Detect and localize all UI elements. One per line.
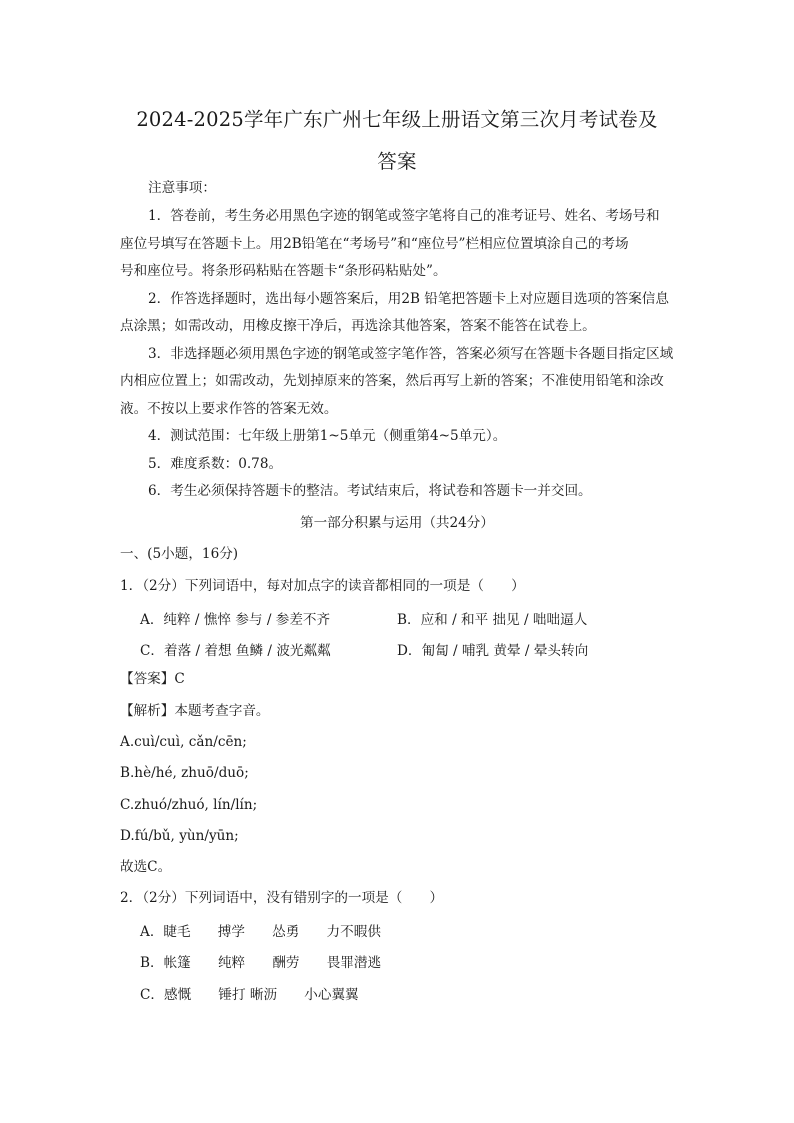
document-title-line-1: 2024-2025学年广东广州七年级上册语文第三次月考试卷及 — [136, 108, 658, 131]
notice-line: 1．答卷前，考生务必用黑色字迹的钢笔或签字笔将自己的准考证号、姓名、考场号和 — [148, 208, 660, 224]
notice-line: 3．非选择题必须用黑色字迹的钢笔或签字笔作答，答案必须写在答题卡各题目指定区域 — [148, 346, 674, 362]
notice-line: 号和座位号。将条形码粘贴在答题卡“条形码粘贴处”。 — [120, 263, 447, 279]
section-title: 第一部分积累与运用（共24分） — [299, 515, 494, 531]
question-2-option-b: B．帐篷 纯粹 酬劳 畏罪潜逃 — [140, 955, 382, 971]
question-1-conclusion: 故选C。 — [120, 859, 172, 875]
question-1-option-d: D．匍匐 / 哺乳 黄晕 / 晕头转向 — [397, 643, 589, 659]
question-2-option-a: A．睫毛 搏学 怂勇 力不暇供 — [140, 924, 381, 940]
notice-line: 内相应位置上；如需改动，先划掉原来的答案，然后再写上新的答案；不准使用铅笔和涂改 — [120, 373, 664, 389]
question-1-answer: 【答案】C — [120, 671, 185, 687]
notice-line: 点涂黑；如需改动，用橡皮擦干净后，再选涂其他答案，答案不能答在试卷上。 — [120, 318, 596, 334]
notice-line: 座位号填写在答题卡上。用2B铅笔在“考场号”和“座位号”栏相应位置填涂自己的考场 — [120, 236, 629, 252]
question-1-analysis-d: D.fú/bǔ, yùn/yūn; — [120, 828, 239, 844]
question-1-analysis-b: B.hè/hé, zhuō/duō; — [120, 765, 249, 781]
question-2-stem: 2．（2分）下列词语中，没有错别字的一项是（ ） — [120, 890, 444, 906]
question-1-stem: 1．（2分）下列词语中，每对加点字的读音都相同的一项是（ ） — [120, 578, 525, 594]
question-1-option-b: B．应和 / 和平 拙见 / 咄咄逼人 — [397, 612, 588, 628]
question-1-option-c: C．着落 / 着想 鱼鳞 / 波光粼粼 — [140, 643, 331, 659]
notice-line: 2．作答选择题时，选出每小题答案后，用2B 铅笔把答题卡上对应题目选项的答案信息 — [148, 291, 669, 307]
question-1-analysis-a: A.cuì/cuì, cǎn/cēn; — [120, 734, 247, 750]
section-subtitle: 一、(5小题，16分) — [120, 546, 239, 562]
notice-line: 液。不按以上要求作答的答案无效。 — [120, 401, 338, 417]
notice-line: 6．考生必须保持答题卡的整洁。考试结束后，将试卷和答题卡一并交回。 — [148, 483, 592, 499]
notice-heading: 注意事项： — [148, 180, 216, 196]
question-1-analysis-c: C.zhuó/zhuó, lín/lín; — [120, 797, 258, 813]
notice-line: 5．难度系数：0.78。 — [148, 456, 283, 472]
notice-line: 4．测试范围：七年级上册第1~5单元（侧重第4~5单元）。 — [148, 428, 507, 444]
question-2-option-c: C．感慨 锤打 晰沥 小心翼翼 — [140, 987, 359, 1003]
question-1-analysis: 【解析】本题考查字音。 — [120, 703, 270, 719]
document-title-line-2: 答案 — [377, 150, 417, 173]
question-1-option-a: A．纯粹 / 憔悴 参与 / 参差不齐 — [140, 612, 331, 628]
